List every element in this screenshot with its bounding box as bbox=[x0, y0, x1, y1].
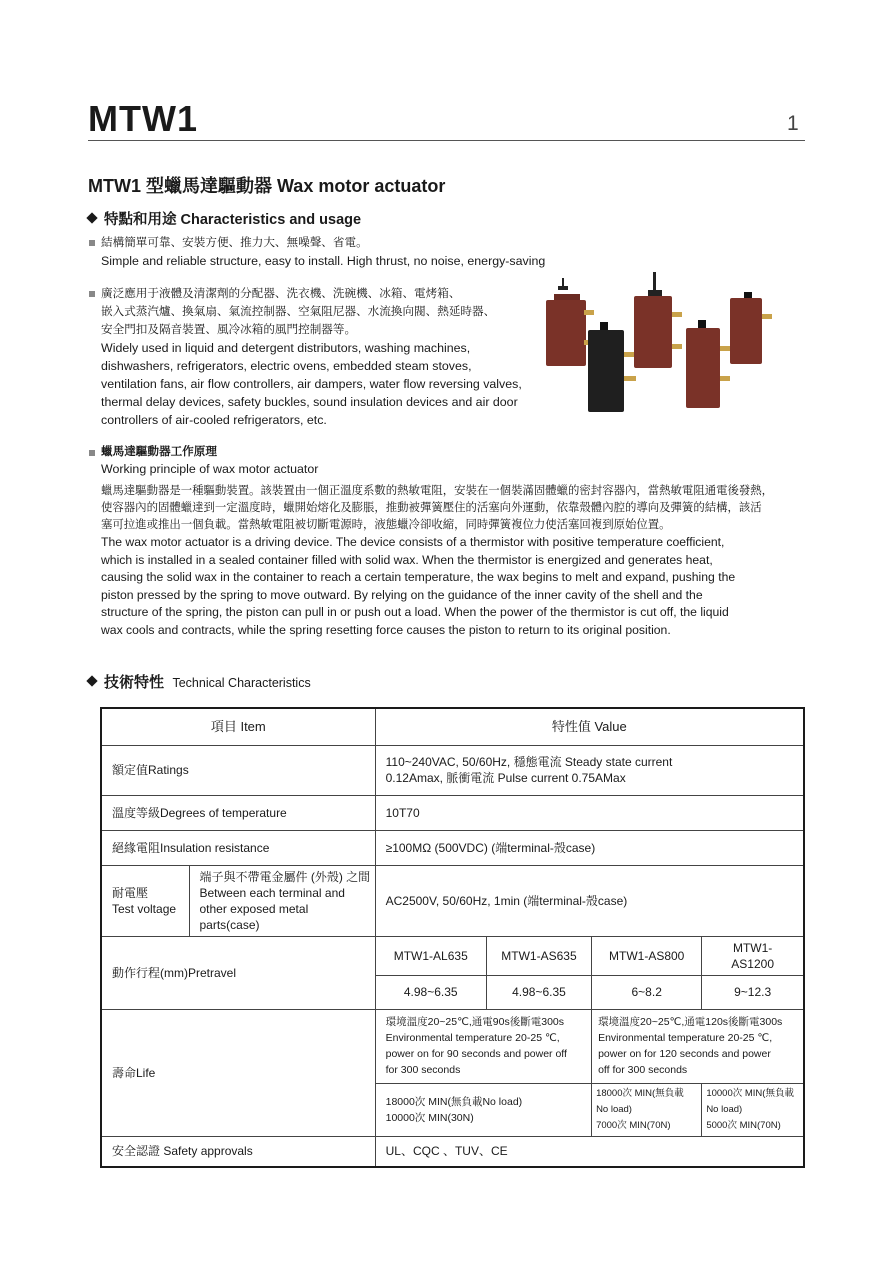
life-cycles-b bbox=[592, 1083, 702, 1136]
model-cell: MTW1-AL635 bbox=[375, 936, 486, 975]
square-bullet-icon bbox=[89, 240, 95, 246]
diamond-bullet-icon bbox=[86, 212, 97, 223]
table-header-row bbox=[101, 708, 804, 745]
bullet2-en-line: dishwashers, refrigerators, electric ovens, embedded steam stoves, bbox=[101, 359, 472, 373]
principle-heading-en: Working principle of wax motor actuator bbox=[101, 462, 319, 476]
product-photo bbox=[540, 272, 772, 418]
life-cycles-line: No load) bbox=[596, 1103, 632, 1115]
bullet2-en-line: ventilation fans, air flow controllers, air dampers, water flow reversing valves, bbox=[101, 377, 522, 391]
technical-heading bbox=[88, 671, 311, 692]
life-cycles-line: 18000次 MIN(無負載 bbox=[596, 1087, 684, 1099]
table-row bbox=[101, 830, 804, 865]
life-cycles-line: No load) bbox=[706, 1103, 743, 1115]
table-row bbox=[101, 745, 804, 795]
safety-label: 安全認證 Safety approvals bbox=[101, 1136, 375, 1167]
actuator-image bbox=[686, 320, 730, 408]
bullet2-zh-line: 廣泛應用于液體及清潔劑的分配器、洗衣機、洗碗機、冰箱、電烤箱、 bbox=[101, 287, 461, 300]
test-voltage-sub-en: other exposed metal parts(case) bbox=[199, 901, 309, 932]
insulation-label: 絕緣電阻Insulation resistance bbox=[101, 830, 375, 865]
product-title: MTW1 型蠟馬達驅動器 Wax motor actuator bbox=[88, 176, 446, 196]
bullet1-zh: 結構簡單可靠、安裝方便、推力大、無噪聲、省電。 bbox=[101, 236, 368, 249]
diamond-bullet-icon bbox=[86, 675, 97, 686]
principle-body-en bbox=[101, 534, 806, 640]
life-cycles-a bbox=[375, 1083, 591, 1136]
principle-en-line: which is installed in a sealed container filled with solid wax. When the thermistor is energized and generates heat, bbox=[101, 552, 713, 567]
pretravel-value: 4.98~6.35 bbox=[375, 975, 486, 1009]
header-item: 項目 Item bbox=[101, 708, 375, 745]
bullet2-zh bbox=[101, 285, 541, 339]
bullet2-en-line: controllers of air-cooled refrigerators, etc. bbox=[101, 413, 327, 427]
test-voltage-sub-zh: 端子與不帶電金屬件 (外殼) 之間 bbox=[199, 869, 371, 884]
ratings-value bbox=[375, 745, 804, 795]
life-cycles-c bbox=[702, 1083, 804, 1136]
life-condition-line: Environmental temperature 20-25 ℃, bbox=[385, 1032, 560, 1044]
characteristics-heading-text: 特點和用途 Characteristics and usage bbox=[104, 212, 362, 228]
principle-en-line: wax cools and contracts, while the spring resetting force causes the piston to return to its original position. bbox=[101, 622, 671, 637]
model-cell: MTW1-AS1200 bbox=[702, 936, 804, 975]
pretravel-value: 9~12.3 bbox=[702, 975, 804, 1009]
life-cycles-line: 5000次 MIN(70N) bbox=[706, 1119, 781, 1131]
pretravel-label: 動作行程(mm)Pretravel bbox=[101, 936, 375, 1009]
table-row bbox=[101, 1009, 804, 1083]
bullet2-en-line: Widely used in liquid and detergent distributors, washing machines, bbox=[101, 341, 471, 355]
principle-zh-line: 塞可拉進或推出一個負載。當熱敏電阻被切斷電源時，液態蠟冷卻收縮，同時彈簧複位力使活塞回複到原始位置。 bbox=[101, 519, 671, 531]
life-label: 壽命Life bbox=[101, 1009, 375, 1136]
test-voltage-label bbox=[101, 865, 189, 936]
characteristics-heading bbox=[88, 208, 361, 229]
spec-table bbox=[100, 707, 805, 1168]
life-cycles-line: 18000次 MIN(無負載No load) bbox=[385, 1095, 523, 1108]
actuator-image bbox=[546, 278, 594, 366]
table-row bbox=[101, 936, 804, 975]
principle-zh-line: 蠟馬達驅動器是一種驅動裝置。該裝置由一個正溫度系數的熱敏電阻，安裝在一個裝滿固體蠟的密封容器內，當熱敏電阻通電後發熱， bbox=[101, 485, 774, 497]
model-cell: MTW1-AS800 bbox=[592, 936, 702, 975]
principle-en-line: The wax motor actuator is a driving device. The device consists of a thermistor with positive temperature coefficient, bbox=[101, 535, 725, 549]
table-row bbox=[101, 1136, 804, 1167]
bullet1-en: Simple and reliable structure, easy to install. High thrust, no noise, energy-saving bbox=[101, 254, 546, 268]
principle-body-zh bbox=[101, 483, 806, 534]
life-condition-line: power on for 90 seconds and power off bbox=[385, 1048, 567, 1060]
temperature-value: 10T70 bbox=[375, 795, 804, 830]
pretravel-value: 4.98~6.35 bbox=[486, 975, 591, 1009]
table-row bbox=[101, 865, 804, 936]
life-condition-line: 環境溫度20~25℃,通電120s後斷電300s bbox=[598, 1016, 783, 1028]
document-title: MTW1 bbox=[88, 98, 198, 139]
test-voltage-label-zh: 耐電壓 bbox=[112, 885, 149, 900]
bullet2-en-line: thermal delay devices, safety buckles, sound insulation devices and air door bbox=[101, 395, 518, 409]
bullet2-en bbox=[101, 339, 571, 429]
life-condition-line: off for 300 seconds bbox=[598, 1064, 688, 1076]
bullet2-zh-line: 安全門扣及隔音裝置、風冷冰箱的風門控制器等。 bbox=[101, 323, 357, 336]
page-number: 1 bbox=[787, 112, 799, 135]
life-condition-line: Environmental temperature 20-25 ℃, bbox=[598, 1032, 773, 1044]
life-condition-b bbox=[592, 1009, 804, 1083]
ratings-value-line: 110~240VAC, 50/60Hz, 穩態電流 Steady state current bbox=[385, 755, 673, 769]
pretravel-value: 6~8.2 bbox=[592, 975, 702, 1009]
model-cell: MTW1-AS635 bbox=[486, 936, 591, 975]
actuator-image bbox=[588, 322, 636, 412]
test-voltage-sub-en: Between each terminal and bbox=[199, 885, 345, 900]
safety-value: UL、CQC 、TUV、CE bbox=[375, 1136, 804, 1167]
square-bullet-icon bbox=[89, 450, 95, 456]
test-voltage-sub bbox=[189, 865, 375, 936]
actuator-image bbox=[730, 292, 772, 364]
header-value: 特性值 Value bbox=[375, 708, 804, 745]
table-row bbox=[101, 795, 804, 830]
principle-en-line: structure of the spring, the piston can pull in or push out a load. When the power of the thermistor is cut off, the liquid bbox=[101, 605, 729, 620]
life-cycles-line: 10000次 MIN(30N) bbox=[385, 1111, 474, 1124]
test-voltage-label-en: Test voltage bbox=[112, 901, 177, 916]
life-condition-a bbox=[375, 1009, 591, 1083]
life-cycles-line: 10000次 MIN(無負載 bbox=[706, 1087, 794, 1099]
principle-heading-zh: 蠟馬達驅動器工作原理 bbox=[101, 445, 217, 458]
life-condition-line: for 300 seconds bbox=[385, 1064, 461, 1076]
technical-heading-zh: 技術特性 bbox=[104, 674, 165, 691]
temperature-label: 溫度等級Degrees of temperature bbox=[101, 795, 375, 830]
life-condition-line: power on for 120 seconds and power bbox=[598, 1048, 771, 1060]
technical-heading-en: Technical Characteristics bbox=[172, 676, 311, 690]
insulation-value: ≥100MΩ (500VDC) (端terminal-殼case) bbox=[375, 830, 804, 865]
principle-zh-line: 使容器內的固體蠟達到一定溫度時，蠟開始熔化及膨脹，推動被彈簧壓住的活塞向外運動，依靠殼體內腔的導向及彈簧的結構，該活 bbox=[101, 502, 762, 514]
principle-en-line: piston pressed by the spring to move outward. By relying on the guidance of the inner cavity of the shell and the bbox=[101, 587, 703, 602]
life-condition-line: 環境溫度20~25℃,通電90s後斷電300s bbox=[385, 1016, 565, 1028]
bullet2-zh-line: 嵌入式蒸汽爐、換氣扇、氣流控制器、空氣阻尼器、水流換向閥、熱延時器、 bbox=[101, 305, 496, 318]
actuator-image bbox=[634, 272, 682, 368]
ratings-label: 額定值Ratings bbox=[101, 745, 375, 795]
principle-en-line: causing the solid wax in the container to reach a certain temperature, the wax begins to melt and expand, pushing the bbox=[101, 570, 736, 585]
life-cycles-line: 7000次 MIN(70N) bbox=[596, 1119, 671, 1131]
title-divider bbox=[88, 140, 805, 141]
square-bullet-icon bbox=[89, 291, 95, 297]
ratings-value-line: 0.12Amax, 脈衝電流 Pulse current 0.75AMax bbox=[385, 771, 626, 785]
test-voltage-value: AC2500V, 50/60Hz, 1min (端terminal-殼case) bbox=[375, 865, 804, 936]
